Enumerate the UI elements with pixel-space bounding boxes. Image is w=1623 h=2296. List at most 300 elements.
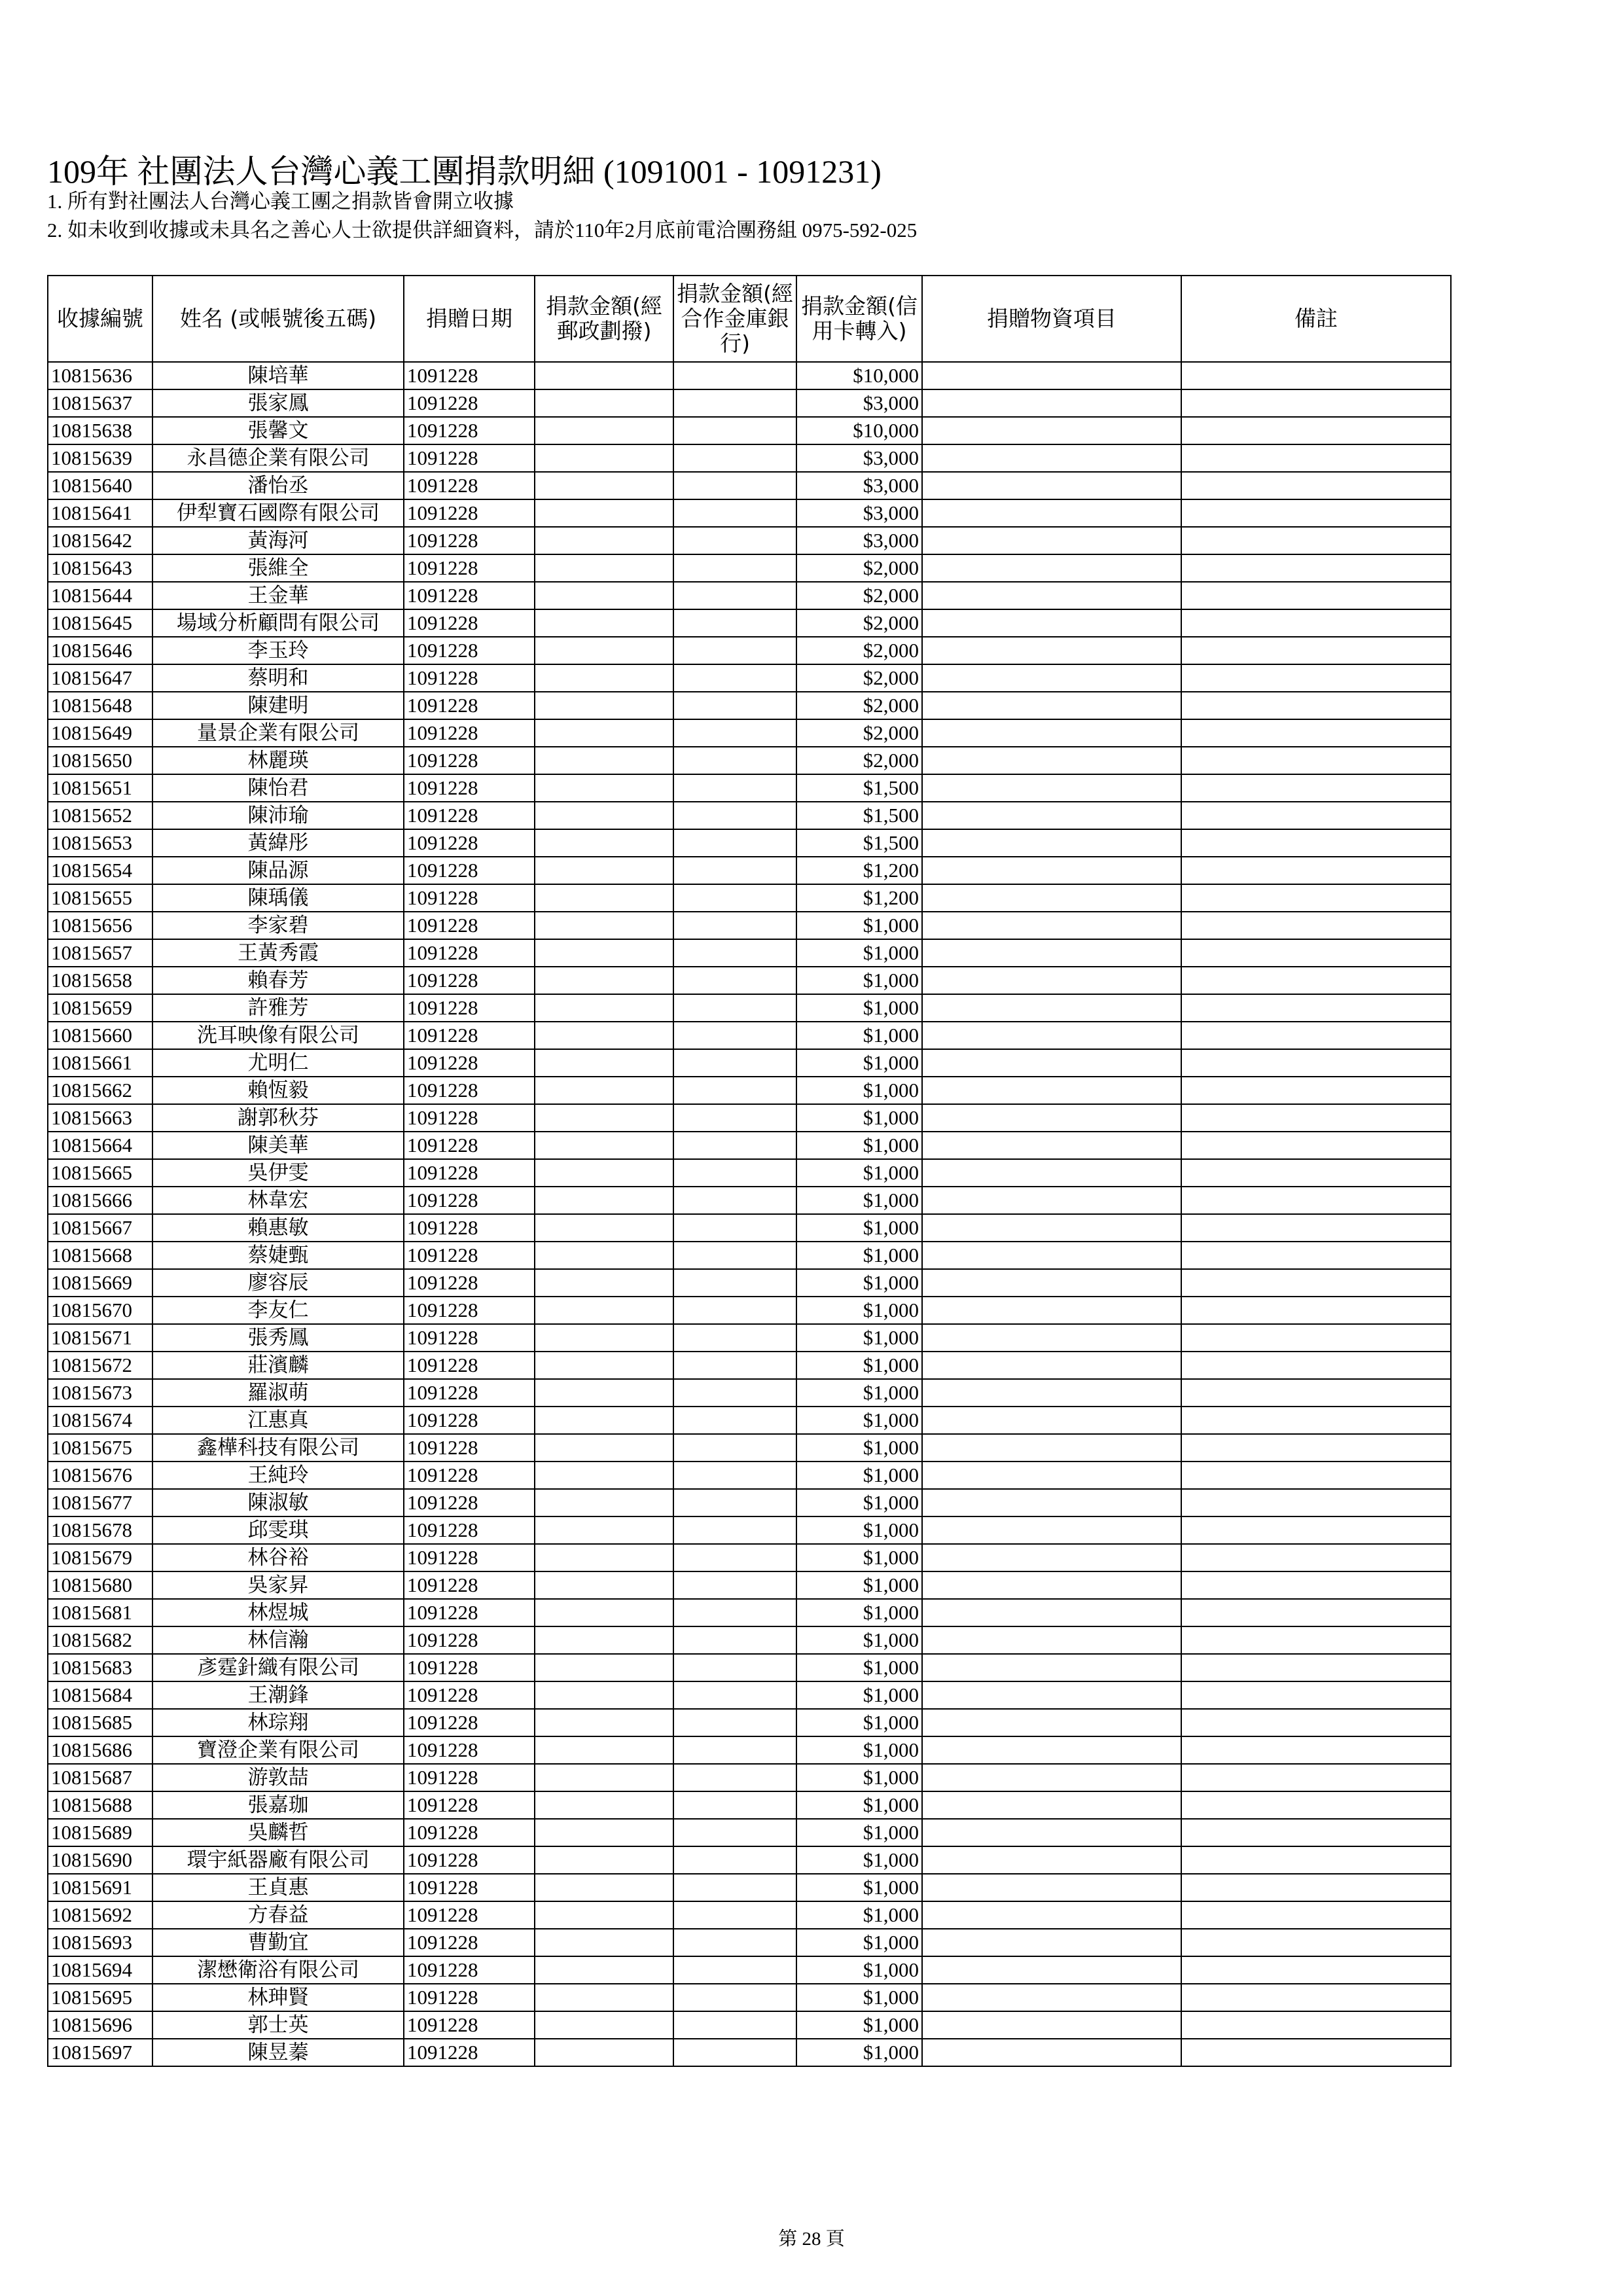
amount-postal-cell — [535, 472, 673, 499]
donor-name-cell: 郭士英 — [152, 2011, 404, 2039]
table-row — [48, 1132, 1451, 1159]
receipt-note: 1. 所有對社團法人台灣心義工團之捐款皆會開立收據 — [47, 190, 514, 213]
donor-name-cell: 賴惠敏 — [152, 1214, 404, 1242]
amount-postal-cell — [535, 1077, 673, 1104]
remarks-cell — [1181, 1681, 1451, 1709]
donation-date-cell: 1091228 — [404, 1599, 535, 1626]
amount-bank-cell — [673, 2011, 796, 2039]
donated-items-cell — [922, 1984, 1181, 2011]
remarks-cell — [1181, 554, 1451, 582]
table-row — [48, 994, 1451, 1022]
donor-name-cell: 吳伊雯 — [152, 1159, 404, 1187]
amount-bank-cell — [673, 967, 796, 994]
amount-bank-cell — [673, 774, 796, 802]
amount-postal-cell — [535, 609, 673, 637]
receipt-no-cell: 10815671 — [48, 1324, 152, 1352]
donated-items-cell — [922, 664, 1181, 692]
receipt-no-cell: 10815656 — [48, 912, 152, 939]
amount-postal-cell — [535, 2039, 673, 2066]
amount-bank-cell — [673, 1269, 796, 1297]
receipt-no-cell: 10815639 — [48, 444, 152, 472]
donation-date-cell: 1091228 — [404, 1544, 535, 1571]
donation-date-cell: 1091228 — [404, 389, 535, 417]
amount-credit-cell: $1,000 — [796, 1214, 922, 1242]
remarks-cell — [1181, 1819, 1451, 1846]
receipt-no-cell: 10815660 — [48, 1022, 152, 1049]
table-row — [48, 1159, 1451, 1187]
receipt-no-cell: 10815638 — [48, 417, 152, 444]
donation-date-cell: 1091228 — [404, 1077, 535, 1104]
donated-items-cell — [922, 1187, 1181, 1214]
amount-postal-cell — [535, 1214, 673, 1242]
donation-date-cell: 1091228 — [404, 912, 535, 939]
remarks-cell — [1181, 499, 1451, 527]
donated-items-cell — [922, 967, 1181, 994]
amount-credit-cell: $1,500 — [796, 829, 922, 857]
amount-postal-cell — [535, 1489, 673, 1516]
amount-bank-cell — [673, 912, 796, 939]
donation-date-cell: 1091228 — [404, 1736, 535, 1764]
remarks-cell — [1181, 1104, 1451, 1132]
receipt-no-cell: 10815695 — [48, 1984, 152, 2011]
remarks-cell — [1181, 1709, 1451, 1736]
receipt-no-cell: 10815669 — [48, 1269, 152, 1297]
amount-postal-cell — [535, 1819, 673, 1846]
amount-bank-cell — [673, 1599, 796, 1626]
remarks-cell — [1181, 884, 1451, 912]
table-row — [48, 1297, 1451, 1324]
receipt-no-cell: 10815637 — [48, 389, 152, 417]
table-row — [48, 1544, 1451, 1571]
donor-name-cell: 寶澄企業有限公司 — [152, 1736, 404, 1764]
receipt-no-cell: 10815665 — [48, 1159, 152, 1187]
remarks-cell — [1181, 1599, 1451, 1626]
donor-name-cell: 賴恆毅 — [152, 1077, 404, 1104]
amount-bank-cell — [673, 444, 796, 472]
donated-items-cell — [922, 609, 1181, 637]
receipt-no-cell: 10815692 — [48, 1901, 152, 1929]
amount-bank-cell — [673, 609, 796, 637]
donor-name-cell: 吳家昇 — [152, 1571, 404, 1599]
donation-date-cell: 1091228 — [404, 719, 535, 747]
amount-bank-cell — [673, 1516, 796, 1544]
header-receipt-no: 收據編號 — [48, 276, 152, 362]
contact-note: 2. 如未收到收據或未具名之善心人士欲提供詳細資料，請於110年2月底前電洽團務組 0975-592-025 — [47, 219, 918, 242]
table-row — [48, 1462, 1451, 1489]
amount-credit-cell: $1,000 — [796, 1159, 922, 1187]
amount-postal-cell — [535, 389, 673, 417]
table-row — [48, 1049, 1451, 1077]
receipt-no-cell: 10815666 — [48, 1187, 152, 1214]
donated-items-cell — [922, 1104, 1181, 1132]
amount-credit-cell: $1,000 — [796, 1049, 922, 1077]
donation-date-cell: 1091228 — [404, 1434, 535, 1462]
amount-credit-cell: $1,000 — [796, 1599, 922, 1626]
donor-name-cell: 羅淑萌 — [152, 1379, 404, 1407]
receipt-no-cell: 10815640 — [48, 472, 152, 499]
amount-postal-cell — [535, 719, 673, 747]
receipt-no-cell: 10815680 — [48, 1571, 152, 1599]
amount-credit-cell: $1,000 — [796, 1462, 922, 1489]
donation-date-cell: 1091228 — [404, 664, 535, 692]
amount-postal-cell — [535, 1681, 673, 1709]
receipt-no-cell: 10815649 — [48, 719, 152, 747]
donation-date-cell: 1091228 — [404, 362, 535, 389]
amount-bank-cell — [673, 1434, 796, 1462]
amount-postal-cell — [535, 1242, 673, 1269]
table-row — [48, 1434, 1451, 1462]
receipt-no-cell: 10815663 — [48, 1104, 152, 1132]
donated-items-cell — [922, 2039, 1181, 2066]
donated-items-cell — [922, 1599, 1181, 1626]
donated-items-cell — [922, 582, 1181, 609]
donor-name-cell: 張馨文 — [152, 417, 404, 444]
amount-credit-cell: $1,000 — [796, 1901, 922, 1929]
amount-credit-cell: $2,000 — [796, 637, 922, 664]
donor-name-cell: 游敦喆 — [152, 1764, 404, 1791]
receipt-no-cell: 10815685 — [48, 1709, 152, 1736]
amount-postal-cell — [535, 1654, 673, 1681]
remarks-cell — [1181, 1654, 1451, 1681]
donor-name-cell: 黃緯彤 — [152, 829, 404, 857]
amount-bank-cell — [673, 994, 796, 1022]
table-row — [48, 1324, 1451, 1352]
donor-name-cell: 陳淑敏 — [152, 1489, 404, 1516]
receipt-no-cell: 10815647 — [48, 664, 152, 692]
donated-items-cell — [922, 692, 1181, 719]
amount-credit-cell: $2,000 — [796, 664, 922, 692]
amount-bank-cell — [673, 1929, 796, 1956]
donor-name-cell: 環宇紙器廠有限公司 — [152, 1846, 404, 1874]
donation-date-cell: 1091228 — [404, 1379, 535, 1407]
receipt-no-cell: 10815689 — [48, 1819, 152, 1846]
amount-postal-cell — [535, 1791, 673, 1819]
receipt-no-cell: 10815684 — [48, 1681, 152, 1709]
amount-bank-cell — [673, 362, 796, 389]
donated-items-cell — [922, 857, 1181, 884]
remarks-cell — [1181, 527, 1451, 554]
receipt-no-cell: 10815674 — [48, 1407, 152, 1434]
donated-items-cell — [922, 1571, 1181, 1599]
amount-bank-cell — [673, 1242, 796, 1269]
donor-name-cell: 王黃秀霞 — [152, 939, 404, 967]
table-row — [48, 609, 1451, 637]
donation-date-cell: 1091228 — [404, 637, 535, 664]
amount-postal-cell — [535, 1764, 673, 1791]
donation-date-cell: 1091228 — [404, 1324, 535, 1352]
remarks-cell — [1181, 417, 1451, 444]
amount-credit-cell: $1,000 — [796, 1269, 922, 1297]
donation-date-cell: 1091228 — [404, 1407, 535, 1434]
amount-credit-cell: $1,000 — [796, 1104, 922, 1132]
amount-postal-cell — [535, 2011, 673, 2039]
donated-items-cell — [922, 1764, 1181, 1791]
remarks-cell — [1181, 1984, 1451, 2011]
donor-name-cell: 林谷裕 — [152, 1544, 404, 1571]
table-row — [48, 2011, 1451, 2039]
amount-bank-cell — [673, 1901, 796, 1929]
receipt-no-cell: 10815682 — [48, 1626, 152, 1654]
remarks-cell — [1181, 1132, 1451, 1159]
donated-items-cell — [922, 637, 1181, 664]
donor-name-cell: 謝郭秋芬 — [152, 1104, 404, 1132]
amount-bank-cell — [673, 1764, 796, 1791]
donor-name-cell: 江惠真 — [152, 1407, 404, 1434]
remarks-cell — [1181, 912, 1451, 939]
donor-name-cell: 李玉玲 — [152, 637, 404, 664]
table-row — [48, 1956, 1451, 1984]
remarks-cell — [1181, 1874, 1451, 1901]
amount-credit-cell: $1,000 — [796, 1407, 922, 1434]
remarks-cell — [1181, 1764, 1451, 1791]
remarks-cell — [1181, 1901, 1451, 1929]
donation-date-cell: 1091228 — [404, 1516, 535, 1544]
table-row — [48, 472, 1451, 499]
donated-items-cell — [922, 1324, 1181, 1352]
amount-credit-cell: $1,000 — [796, 1489, 922, 1516]
amount-bank-cell — [673, 1681, 796, 1709]
table-row — [48, 1516, 1451, 1544]
table-row — [48, 1571, 1451, 1599]
donated-items-cell — [922, 1544, 1181, 1571]
receipt-no-cell: 10815683 — [48, 1654, 152, 1681]
donated-items-cell — [922, 1956, 1181, 1984]
donation-date-cell: 1091228 — [404, 1159, 535, 1187]
amount-postal-cell — [535, 527, 673, 554]
donation-date-cell: 1091228 — [404, 829, 535, 857]
table-row — [48, 1104, 1451, 1132]
donated-items-cell — [922, 1022, 1181, 1049]
amount-credit-cell: $10,000 — [796, 362, 922, 389]
receipt-no-cell: 10815662 — [48, 1077, 152, 1104]
amount-postal-cell — [535, 1874, 673, 1901]
remarks-cell — [1181, 967, 1451, 994]
amount-bank-cell — [673, 719, 796, 747]
amount-bank-cell — [673, 582, 796, 609]
remarks-cell — [1181, 2011, 1451, 2039]
amount-postal-cell — [535, 1929, 673, 1956]
donation-date-cell: 1091228 — [404, 417, 535, 444]
donor-name-cell: 李家碧 — [152, 912, 404, 939]
donated-items-cell — [922, 527, 1181, 554]
receipt-no-cell: 10815650 — [48, 747, 152, 774]
remarks-cell — [1181, 1462, 1451, 1489]
donation-date-cell: 1091228 — [404, 499, 535, 527]
page-title: 109年 社團法人台灣心義工團捐款明細 (1091001 - 1091231) — [47, 153, 882, 190]
remarks-cell — [1181, 857, 1451, 884]
receipt-no-cell: 10815658 — [48, 967, 152, 994]
amount-credit-cell: $2,000 — [796, 719, 922, 747]
table-row — [48, 1407, 1451, 1434]
donation-date-cell: 1091228 — [404, 1104, 535, 1132]
donation-date-cell: 1091228 — [404, 1874, 535, 1901]
donor-name-cell: 賴春芳 — [152, 967, 404, 994]
amount-credit-cell: $1,000 — [796, 1242, 922, 1269]
amount-credit-cell: $1,000 — [796, 912, 922, 939]
amount-postal-cell — [535, 1709, 673, 1736]
receipt-no-cell: 10815646 — [48, 637, 152, 664]
donation-date-cell: 1091228 — [404, 2011, 535, 2039]
donor-name-cell: 黃海河 — [152, 527, 404, 554]
receipt-no-cell: 10815648 — [48, 692, 152, 719]
receipt-no-cell: 10815690 — [48, 1846, 152, 1874]
amount-postal-cell — [535, 857, 673, 884]
donated-items-cell — [922, 1736, 1181, 1764]
amount-credit-cell: $1,000 — [796, 939, 922, 967]
table-row — [48, 582, 1451, 609]
donor-name-cell: 林珅賢 — [152, 1984, 404, 2011]
amount-bank-cell — [673, 857, 796, 884]
donated-items-cell — [922, 1159, 1181, 1187]
amount-credit-cell: $1,000 — [796, 1736, 922, 1764]
receipt-no-cell: 10815687 — [48, 1764, 152, 1791]
donor-name-cell: 王金華 — [152, 582, 404, 609]
table-row — [48, 967, 1451, 994]
receipt-no-cell: 10815694 — [48, 1956, 152, 1984]
table-header-row — [48, 276, 1451, 362]
table-row — [48, 1874, 1451, 1901]
remarks-cell — [1181, 1214, 1451, 1242]
remarks-cell — [1181, 664, 1451, 692]
remarks-cell — [1181, 1626, 1451, 1654]
receipt-no-cell: 10815659 — [48, 994, 152, 1022]
remarks-cell — [1181, 719, 1451, 747]
amount-bank-cell — [673, 527, 796, 554]
amount-bank-cell — [673, 1132, 796, 1159]
amount-credit-cell: $1,000 — [796, 2011, 922, 2039]
table-row — [48, 1736, 1451, 1764]
amount-bank-cell — [673, 1709, 796, 1736]
donation-date-cell: 1091228 — [404, 1901, 535, 1929]
table-row — [48, 389, 1451, 417]
donated-items-cell — [922, 1379, 1181, 1407]
receipt-no-cell: 10815653 — [48, 829, 152, 857]
table-row — [48, 362, 1451, 389]
remarks-cell — [1181, 1846, 1451, 1874]
donor-name-cell: 蔡婕甄 — [152, 1242, 404, 1269]
receipt-no-cell: 10815679 — [48, 1544, 152, 1571]
amount-bank-cell — [673, 1022, 796, 1049]
receipt-no-cell: 10815693 — [48, 1929, 152, 1956]
donor-name-cell: 方春益 — [152, 1901, 404, 1929]
table-row — [48, 554, 1451, 582]
table-row — [48, 939, 1451, 967]
amount-postal-cell — [535, 884, 673, 912]
amount-credit-cell: $2,000 — [796, 747, 922, 774]
table-row — [48, 664, 1451, 692]
amount-bank-cell — [673, 1736, 796, 1764]
receipt-no-cell: 10815644 — [48, 582, 152, 609]
donated-items-cell — [922, 444, 1181, 472]
remarks-cell — [1181, 692, 1451, 719]
amount-postal-cell — [535, 1022, 673, 1049]
donation-date-cell: 1091228 — [404, 774, 535, 802]
table-row — [48, 1819, 1451, 1846]
amount-postal-cell — [535, 1462, 673, 1489]
donation-date-cell: 1091228 — [404, 1187, 535, 1214]
remarks-cell — [1181, 1379, 1451, 1407]
amount-postal-cell — [535, 994, 673, 1022]
amount-credit-cell: $1,000 — [796, 1187, 922, 1214]
amount-postal-cell — [535, 967, 673, 994]
donor-name-cell: 陳怡君 — [152, 774, 404, 802]
donated-items-cell — [922, 1049, 1181, 1077]
donation-date-cell: 1091228 — [404, 692, 535, 719]
amount-credit-cell: $1,000 — [796, 1379, 922, 1407]
donor-name-cell: 陳建明 — [152, 692, 404, 719]
table-row — [48, 1984, 1451, 2011]
table-row — [48, 1242, 1451, 1269]
donor-name-cell: 陳沛瑜 — [152, 802, 404, 829]
amount-postal-cell — [535, 1516, 673, 1544]
amount-postal-cell — [535, 1736, 673, 1764]
donated-items-cell — [922, 912, 1181, 939]
donated-items-cell — [922, 1462, 1181, 1489]
table-row — [48, 1764, 1451, 1791]
table-row — [48, 747, 1451, 774]
donated-items-cell — [922, 1297, 1181, 1324]
donor-name-cell: 量景企業有限公司 — [152, 719, 404, 747]
donated-items-cell — [922, 1242, 1181, 1269]
donated-items-cell — [922, 362, 1181, 389]
amount-postal-cell — [535, 1544, 673, 1571]
donated-items-cell — [922, 1654, 1181, 1681]
table-row — [48, 1599, 1451, 1626]
amount-credit-cell: $1,000 — [796, 1324, 922, 1352]
donor-name-cell: 尤明仁 — [152, 1049, 404, 1077]
amount-bank-cell — [673, 747, 796, 774]
amount-bank-cell — [673, 1984, 796, 2011]
amount-bank-cell — [673, 1819, 796, 1846]
amount-bank-cell — [673, 1956, 796, 1984]
donor-name-cell: 邱雯琪 — [152, 1516, 404, 1544]
table-row — [48, 857, 1451, 884]
donation-date-cell: 1091228 — [404, 582, 535, 609]
amount-postal-cell — [535, 1407, 673, 1434]
header-donor-name: 姓名 (或帳號後五碼) — [152, 276, 404, 362]
amount-bank-cell — [673, 1462, 796, 1489]
remarks-cell — [1181, 1929, 1451, 1956]
donation-date-cell: 1091228 — [404, 967, 535, 994]
amount-bank-cell — [673, 1654, 796, 1681]
table-row — [48, 1379, 1451, 1407]
amount-credit-cell: $2,000 — [796, 692, 922, 719]
receipt-no-cell: 10815672 — [48, 1352, 152, 1379]
donated-items-cell — [922, 1269, 1181, 1297]
amount-credit-cell: $1,000 — [796, 967, 922, 994]
donation-date-cell: 1091228 — [404, 1709, 535, 1736]
receipt-no-cell: 10815670 — [48, 1297, 152, 1324]
amount-credit-cell: $1,000 — [796, 1352, 922, 1379]
donation-date-cell: 1091228 — [404, 802, 535, 829]
receipt-no-cell: 10815673 — [48, 1379, 152, 1407]
table-row — [48, 444, 1451, 472]
donated-items-cell — [922, 1077, 1181, 1104]
amount-bank-cell — [673, 1077, 796, 1104]
amount-postal-cell — [535, 1159, 673, 1187]
receipt-no-cell: 10815636 — [48, 362, 152, 389]
table-row — [48, 2039, 1451, 2066]
donation-date-cell: 1091228 — [404, 1846, 535, 1874]
amount-credit-cell: $1,200 — [796, 857, 922, 884]
donation-date-cell: 1091228 — [404, 857, 535, 884]
amount-credit-cell: $1,000 — [796, 1022, 922, 1049]
remarks-cell — [1181, 637, 1451, 664]
table-row — [48, 1681, 1451, 1709]
amount-bank-cell — [673, 1324, 796, 1352]
donor-name-cell: 廖容辰 — [152, 1269, 404, 1297]
receipt-no-cell: 10815643 — [48, 554, 152, 582]
